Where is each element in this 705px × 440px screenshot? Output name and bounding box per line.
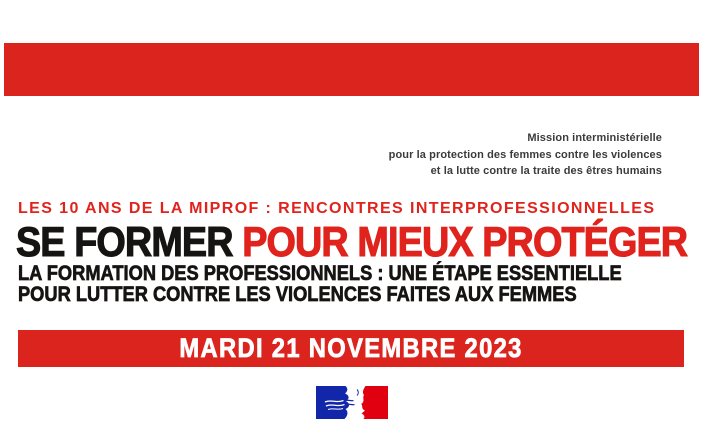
event-title bbox=[16, 218, 687, 266]
top-red-bar bbox=[4, 43, 699, 96]
mission-statement bbox=[389, 130, 662, 180]
event-kicker: LES 10 ANS DE LA MIPROF : RENCONTRES INTERPROFESSIONNELLES bbox=[18, 200, 656, 217]
marianne-french-government-logo bbox=[316, 386, 388, 419]
event-title-red-part: POUR MIEUX PROTÉGER bbox=[242, 218, 688, 265]
mission-line-2: pour la protection des femmes contre les violences bbox=[388, 148, 662, 161]
marianne-logo-svg bbox=[316, 386, 388, 419]
date-banner bbox=[18, 330, 684, 367]
mission-line-1: Mission interministérielle bbox=[527, 132, 662, 144]
event-subtitle bbox=[18, 263, 622, 305]
event-subtitle-line-2: POUR LUTTER CONTRE LES VIOLENCES FAITES AUX FEMMES bbox=[18, 283, 577, 306]
event-subtitle-line-1: LA FORMATION DES PROFESSIONNELS : UNE ÉTAPE ESSENTIELLE bbox=[18, 262, 622, 285]
event-title-black-part: SE FORMER bbox=[16, 218, 243, 265]
event-date: MARDI 21 NOVEMBRE 2023 bbox=[179, 333, 523, 363]
mission-line-3: et la lutte contre la traite des êtres humains bbox=[430, 165, 662, 177]
